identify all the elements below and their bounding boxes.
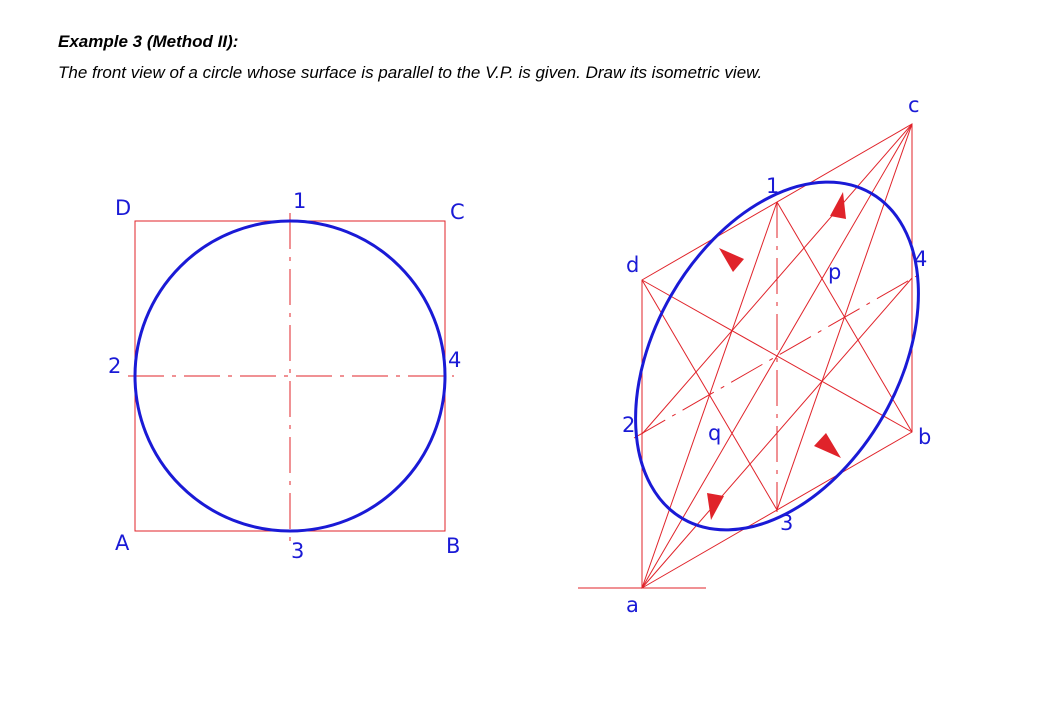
arrow-upper-left <box>719 248 744 272</box>
corner-label-b: B <box>446 534 461 558</box>
iso-corner-label-c: c <box>908 93 920 117</box>
point-label-1: 1 <box>293 189 307 213</box>
example-heading: Example 3 (Method II): <box>58 32 239 51</box>
arrow-upper-right <box>830 192 846 219</box>
corner-label-a: A <box>115 531 130 555</box>
iso-point-label-1: 1 <box>766 174 780 198</box>
isometric-view <box>577 93 976 617</box>
problem-statement: The front view of a circle whose surface is parallel to the V.P. is given. Draw its isometric view. <box>58 63 763 82</box>
centre-label-p: p <box>828 260 842 284</box>
iso-corner-label-d: d <box>626 253 640 277</box>
front-view <box>108 189 465 563</box>
iso-corner-label-b: b <box>918 425 932 449</box>
arrow-lower-right <box>814 433 841 458</box>
point-label-4: 4 <box>448 348 462 372</box>
iso-point-label-4: 4 <box>914 247 928 271</box>
corner-label-d: D <box>115 196 132 220</box>
point-label-2: 2 <box>108 354 122 378</box>
arrow-lower-left <box>707 493 724 520</box>
centre-label-q: q <box>708 421 722 445</box>
iso-point-label-2: 2 <box>622 413 636 437</box>
iso-point-label-3: 3 <box>780 511 794 535</box>
corner-label-c: C <box>450 200 465 224</box>
point-label-3: 3 <box>291 539 305 563</box>
iso-corner-label-a: a <box>626 593 639 617</box>
